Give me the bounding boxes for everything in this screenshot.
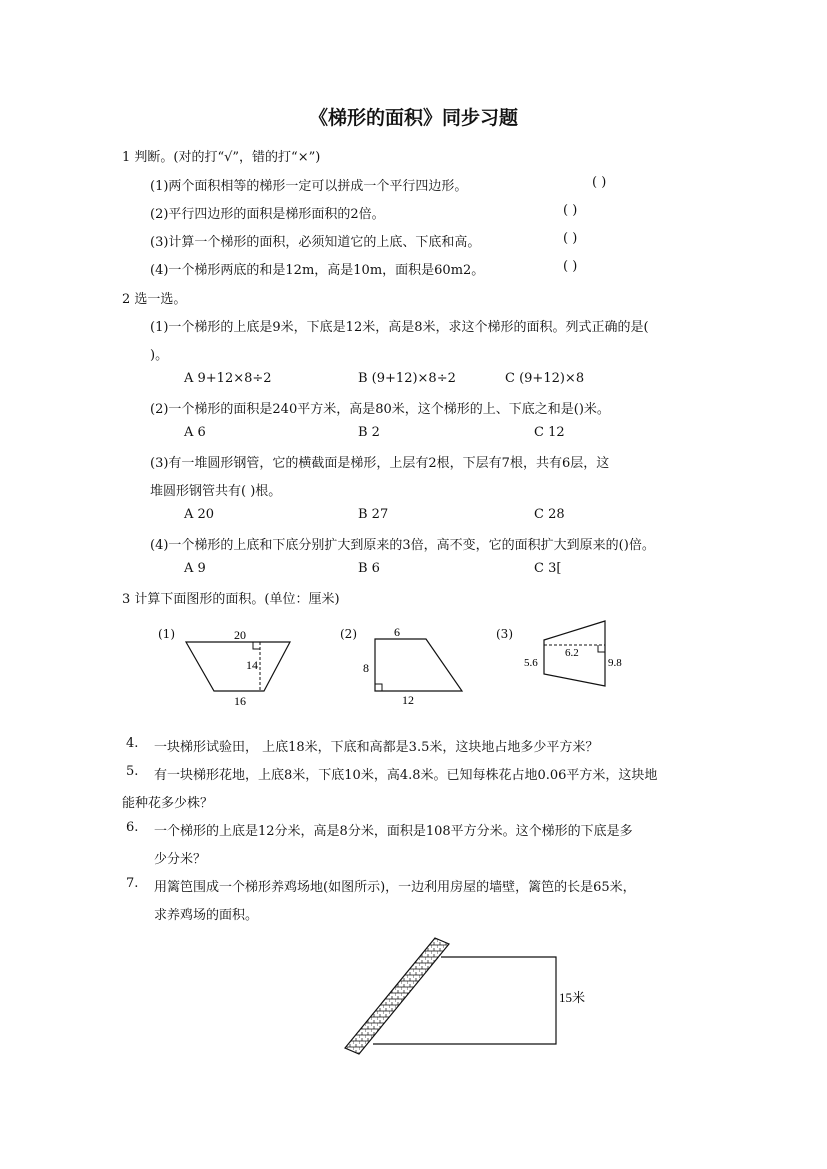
- q5-line1: 有一块梯形花地，上底8米，下底10米，高4.8米。已知每株花占地0.06平方米，这块地: [154, 768, 658, 783]
- q2-p4-option-b: B 6: [358, 561, 380, 576]
- q2-p1-line1: (1)一个梯形的上底是9米，下底是12米，高是8米，求这个梯形的面积。列式正确的是(: [150, 320, 649, 335]
- q7-figure: [335, 930, 605, 1060]
- fig3-left-label: 5.6: [524, 657, 538, 669]
- q2-p3-option-a: A 20: [184, 507, 215, 522]
- q2-p1-line2: )。: [150, 348, 169, 363]
- fig3-label: (3): [496, 627, 513, 641]
- fig1-top-label: 20: [234, 628, 246, 642]
- q2-p2-option-c: C 12: [534, 425, 565, 440]
- q2-p2-option-b: B 2: [358, 425, 380, 440]
- fig2-height-label: 8: [363, 661, 369, 675]
- q7-number: 7.: [126, 876, 139, 891]
- q2-p2-option-a: A 6: [184, 425, 206, 440]
- fig3-right-label: 9.8: [608, 657, 622, 669]
- fig1-label: (1): [158, 627, 175, 641]
- q2-p3-line1: (3)有一堆圆形钢管，它的横截面是梯形，上层有2根，下层有7根，共有6层，这: [150, 456, 610, 471]
- fig3-trapezoid: [520, 615, 630, 695]
- q2-p3-line2: 堆圆形钢管共有( )根。: [150, 484, 282, 499]
- q2-p4-option-a: A 9: [184, 561, 206, 576]
- q5-line2: 能种花多少株？: [122, 796, 214, 811]
- q7-height-label: 15米: [559, 990, 586, 1005]
- q2-p4-option-c: C 3[: [534, 561, 562, 576]
- q2-p1-option-b: B (9+12)×8÷2: [358, 371, 456, 386]
- fig2-bottom-label: 12: [402, 693, 414, 707]
- q5-number: 5.: [126, 764, 139, 779]
- page-title: 《梯形的面积》同步习题: [308, 107, 518, 129]
- q2-heading: 2 选一选。: [122, 292, 187, 307]
- fig2-trapezoid: [360, 622, 470, 707]
- fig1-trapezoid: [180, 625, 300, 710]
- q4-text: 一块梯形试验田， 上底18米，下底和高都是3.5米，这块地占地多少平方米？: [154, 740, 599, 755]
- q1-item-1-paren: ( ): [592, 175, 607, 190]
- q7-line2: 求养鸡场的面积。: [154, 908, 259, 923]
- q6-line2: 少分米？: [154, 852, 207, 867]
- q2-p2-line1: (2)一个梯形的面积是240平方米，高是80米，这个梯形的上、下底之和是()米。: [150, 402, 610, 417]
- q1-item-3-paren: ( ): [563, 231, 578, 246]
- q2-p4-line1: (4)一个梯形的上底和下底分别扩大到原来的3倍，高不变，它的面积扩大到原来的()倍。: [150, 538, 655, 553]
- fig3-mid-label: 6.2: [565, 647, 579, 659]
- q1-item-2-paren: ( ): [563, 203, 578, 218]
- q3-heading: 3 计算下面图形的面积。(单位：厘米): [122, 592, 340, 607]
- q2-p1-option-c: C (9+12)×8: [505, 371, 585, 386]
- q1-item-2: (2)平行四边形的面积是梯形面积的2倍。: [150, 207, 385, 222]
- q2-p1-option-a: A 9+12×8÷2: [184, 371, 272, 386]
- q1-item-3: (3)计算一个梯形的面积，必须知道它的上底、下底和高。: [150, 235, 481, 250]
- fig1-bottom-label: 16: [234, 694, 246, 708]
- q7-line1: 用篱笆围成一个梯形养鸡场地(如图所示)，一边利用房屋的墙壁，篱笆的长是65米，: [154, 880, 636, 895]
- q2-p3-option-c: C 28: [534, 507, 565, 522]
- fig2-top-label: 6: [394, 625, 400, 639]
- q6-number: 6.: [126, 820, 139, 835]
- q1-heading: 1 判断。(对的打“√”，错的打“×”): [122, 150, 321, 165]
- q2-p3-option-b: B 27: [358, 507, 389, 522]
- q7-wall: [345, 938, 449, 1054]
- q1-item-1: (1)两个面积相等的梯形一定可以拼成一个平行四边形。: [150, 179, 468, 194]
- q1-item-4-paren: ( ): [563, 259, 578, 274]
- fig1-height-label: 14: [246, 658, 258, 672]
- q4-number: 4.: [126, 736, 139, 751]
- q6-line1: 一个梯形的上底是12分米，高是8分米，面积是108平方分米。这个梯形的下底是多: [154, 824, 633, 839]
- q1-item-4: (4)一个梯形两底的和是12m，高是10m，面积是60m2。: [150, 263, 485, 278]
- fig2-label: (2): [340, 627, 357, 641]
